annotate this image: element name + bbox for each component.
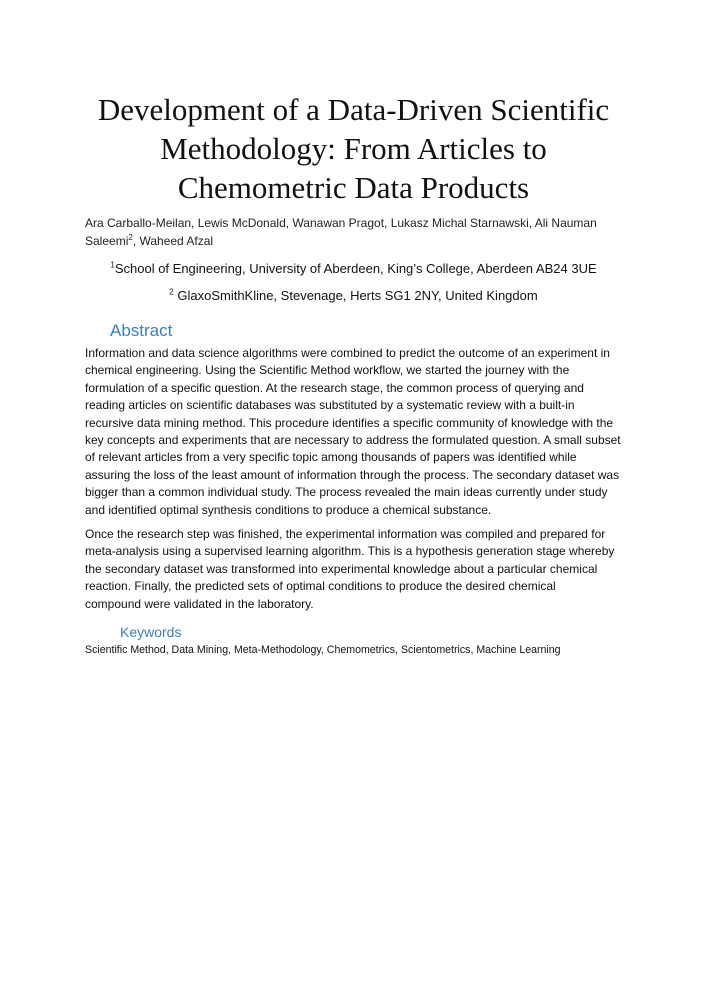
- author-name: , Waheed Afzal: [132, 234, 214, 248]
- abstract-paragraph-2: [85, 526, 625, 613]
- text-line: Information and data science algorithms were combined to predict the outcome of an experiment in: [85, 346, 610, 360]
- affiliation-mark: 1: [110, 260, 115, 270]
- text-line: reading articles on scientific databases was substituted by a systematic review with a built-in: [85, 398, 575, 413]
- author-affiliation-mark: 2: [128, 233, 133, 242]
- text-line: formulation of a specific question. At the research stage, the common process of querying and: [85, 380, 584, 395]
- text-line: reaction. Finally, the predicted sets of optimal conditions to produce the desired chemical: [85, 579, 556, 594]
- text-line: recursive data mining method. This procedure identifies a specific community of knowledge with the: [85, 415, 614, 430]
- text-line: of relevant articles from a very specific topic among thousands of papers was identified while: [85, 450, 577, 465]
- text-line: and identified optimal synthesis conditions to produce a chemical substance.: [85, 502, 492, 517]
- title-line: Methodology: From Articles to: [160, 131, 547, 166]
- paper-title: [60, 90, 647, 207]
- text-line: chemical engineering. Using the Scientific Method workflow, we started the journey with the: [85, 363, 570, 378]
- affiliation-text: School of Engineering, University of Aberdeen, King’s College, Aberdeen AB24 3UE: [114, 261, 597, 276]
- text-line: key concepts and experiments that are necessary to address the formulated question. A small subset: [85, 433, 621, 448]
- text-line: meta-analysis using a supervised learning algorithm. This is a hypothesis generation stage whereby: [85, 544, 615, 559]
- abstract-paragraph-1: [85, 345, 625, 519]
- author-line: Ara Carballo-Meilan, Lewis McDonald, Wanawan Pragot, Lukasz Michal Starnawski, Ali Nauman: [85, 216, 597, 230]
- title-line: Development of a Data-Driven Scientific: [97, 92, 610, 127]
- keywords-list: Scientific Method, Data Mining, Meta-Methodology, Chemometrics, Scientometrics, Machine Learning: [85, 644, 561, 656]
- title-line: Chemometric Data Products: [177, 170, 530, 205]
- affiliation-2: [60, 287, 647, 305]
- text-line: assuring the loss of the least amount of information through the process. The secondary dataset was: [85, 467, 620, 482]
- affiliation-mark: 2: [169, 287, 174, 297]
- abstract-heading: Abstract: [110, 321, 173, 340]
- keywords-heading: Keywords: [120, 624, 182, 640]
- text-line: the secondary dataset was transformed into experimental knowledge about a particular chemical: [85, 561, 598, 576]
- affiliation-1: [60, 260, 647, 278]
- text-line: bigger than a common individual study. The process revealed the main ideas currently under study: [85, 485, 608, 500]
- text-line: compound were validated in the laboratory.: [85, 596, 314, 611]
- author-line: [85, 232, 630, 250]
- author-name: Saleemi: [85, 234, 129, 248]
- text-line: Once the research step was finished, the experimental information was compiled and prepared for: [85, 527, 606, 541]
- author-list: [85, 214, 630, 250]
- affiliation-text: GlaxoSmithKline, Stevenage, Herts SG1 2NY, United Kingdom: [173, 288, 538, 303]
